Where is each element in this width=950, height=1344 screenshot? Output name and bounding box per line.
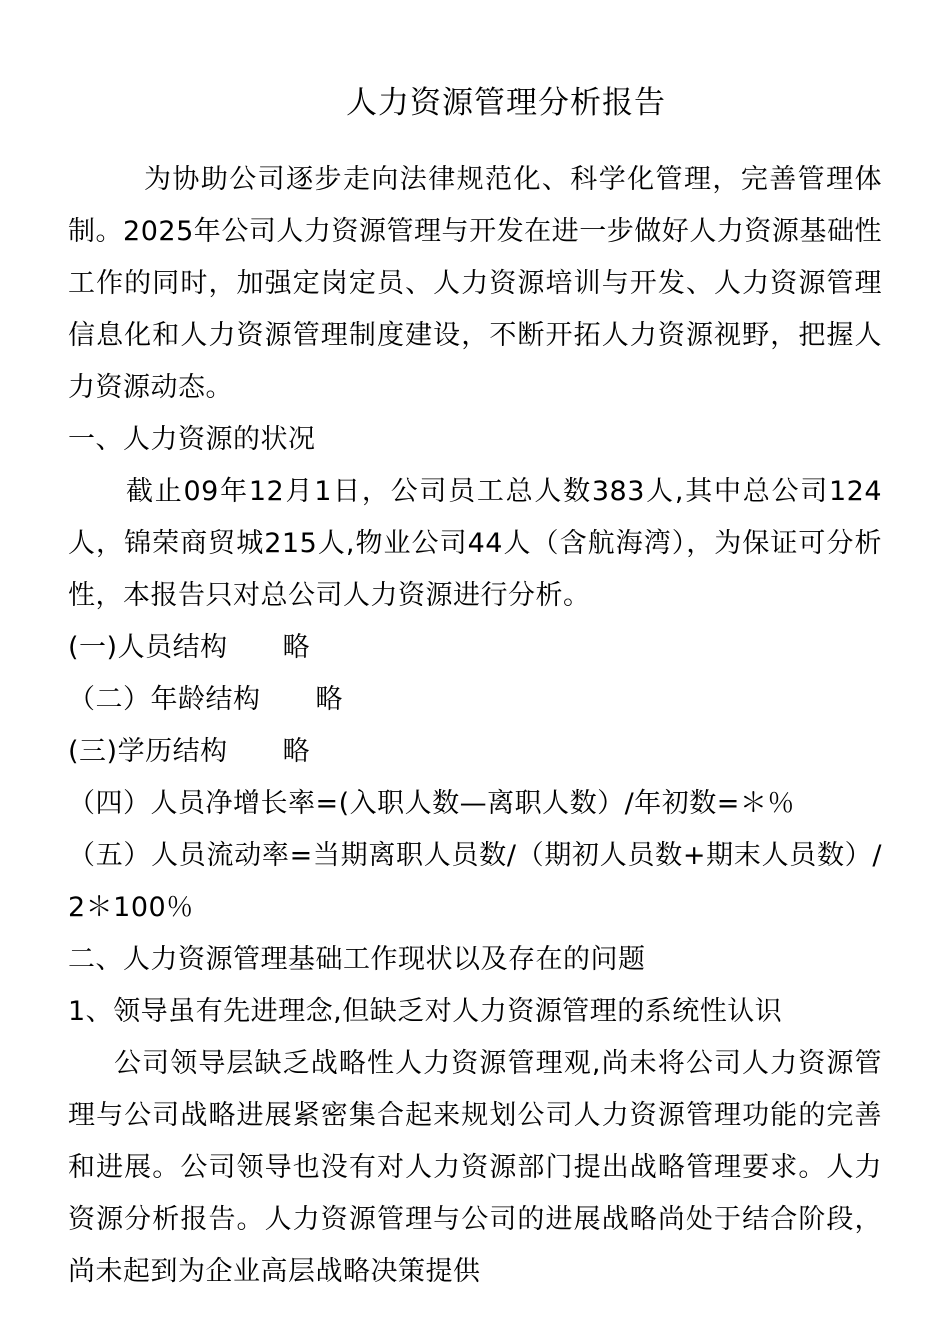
document-title: 人力资源管理分析报告 (346, 85, 666, 121)
subsection-net-growth-rate: （四）人员净增长率=(入职人数—离职人数）/年初数=＊％ (68, 788, 795, 819)
subsection-age-structure: （二）年龄结构 略 (68, 684, 343, 715)
subsection-education-structure: (三)学历结构 略 (68, 736, 311, 767)
subsection-personnel-structure: (一)人员结构 略 (68, 632, 311, 663)
section-heading-1: 一、人力资源的状况 (68, 424, 316, 455)
problem-heading-1: 1、领导虽有先进理念,但缺乏对人力资源管理的系统性认识 (68, 996, 783, 1027)
intro-paragraph: 为协助公司逐步走向法律规范化、科学化管理，完善管理体制。2025年公司人力资源管理与开发在进一步做好人力资源基础性工作的同时，加强定岗定员、人力资源培训与开发、人力资源管理信息化和人力资源管理制度建设，不断开拓人力资源视野，把握人力资源动态。 (68, 164, 882, 403)
status-paragraph: 截止09年12月1日，公司员工总人数383人,其中总公司124人，锦荣商贸城215人,物业公司44人（含航海湾），为保证可分析性，本报告只对总公司人力资源进行分析。 (68, 476, 882, 611)
problem-paragraph-1: 公司领导层缺乏战略性人力资源管理观,尚未将公司人力资源管理与公司战略进展紧密集合起来规划公司人力资源管理功能的完善和进展。公司领导也没有对人力资源部门提出战略管理要求。人力资源分析报告。人力资源管理与公司的进展战略尚处于结合阶段，尚未起到为企业高层战略决策提供 (68, 1048, 882, 1287)
subsection-turnover-rate: （五）人员流动率=当期离职人员数/（期初人员数+期末人员数）/2＊100％ (68, 840, 882, 923)
document-page (68, 78, 882, 1298)
section-heading-2: 二、人力资源管理基础工作现状以及存在的问题 (68, 944, 646, 975)
